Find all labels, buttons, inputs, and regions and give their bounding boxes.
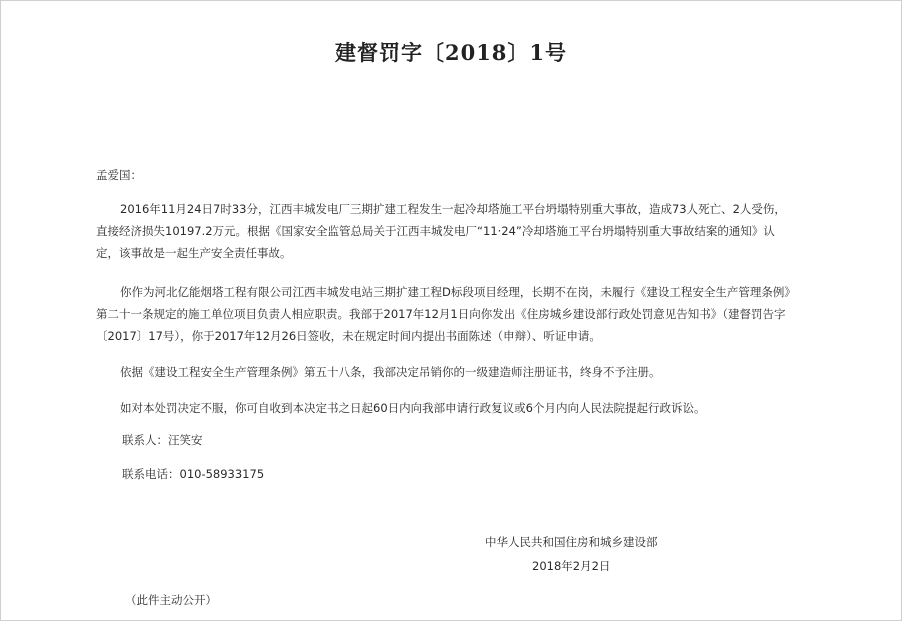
- disclosure-note: （此件主动公开）: [125, 593, 217, 607]
- contact-person: 联系人：汪笑安: [122, 433, 203, 447]
- issuer-name: 中华人民共和国住房和城乡建设部: [485, 535, 658, 549]
- contact-phone: 联系电话：010-58933175: [122, 467, 265, 481]
- paragraph-responsibility: 你作为河北亿能烟塔工程有限公司江西丰城发电站三期扩建工程D标段项目经理，长期不在岗，未履行《建设工程安全生产管理条例》第二十一条规定的施工单位项目负责人相应职责。我部于2017年12月1日向你发出《住房城乡建设部行政处罚意见告知书》（建督罚告字〔2017〕17号），你于2017年12月26日签收，未在规定时间内提出书面陈述（申辩）、听证申请。: [96, 285, 796, 343]
- salutation: 孟爱国：: [96, 168, 142, 182]
- paragraph-appeal: 如对本处罚决定不服，你可自收到本决定书之日起60日内向我部申请行政复议或6个月内向人民法院提起行政诉讼。: [120, 401, 706, 415]
- issue-date: 2018年2月2日: [532, 559, 611, 573]
- paragraph-decision: 依据《建设工程安全生产管理条例》第五十八条，我部决定吊销你的一级建造师注册证书，终身不予注册。: [120, 365, 661, 379]
- paragraph-accident: 2016年11月24日7时33分，江西丰城发电厂三期扩建工程发生一起冷却塔施工平台坍塌特别重大事故，造成73人死亡、2人受伤，直接经济损失10197.2万元。根据《国家安全监管总局关于江西丰城发电厂“11·24”冷却塔施工平台坍塌特别重大事故结案的通知》认定，该事故是一起生产安全责任事故。: [96, 202, 786, 260]
- document-title: 建督罚字〔2018〕1号: [334, 40, 568, 65]
